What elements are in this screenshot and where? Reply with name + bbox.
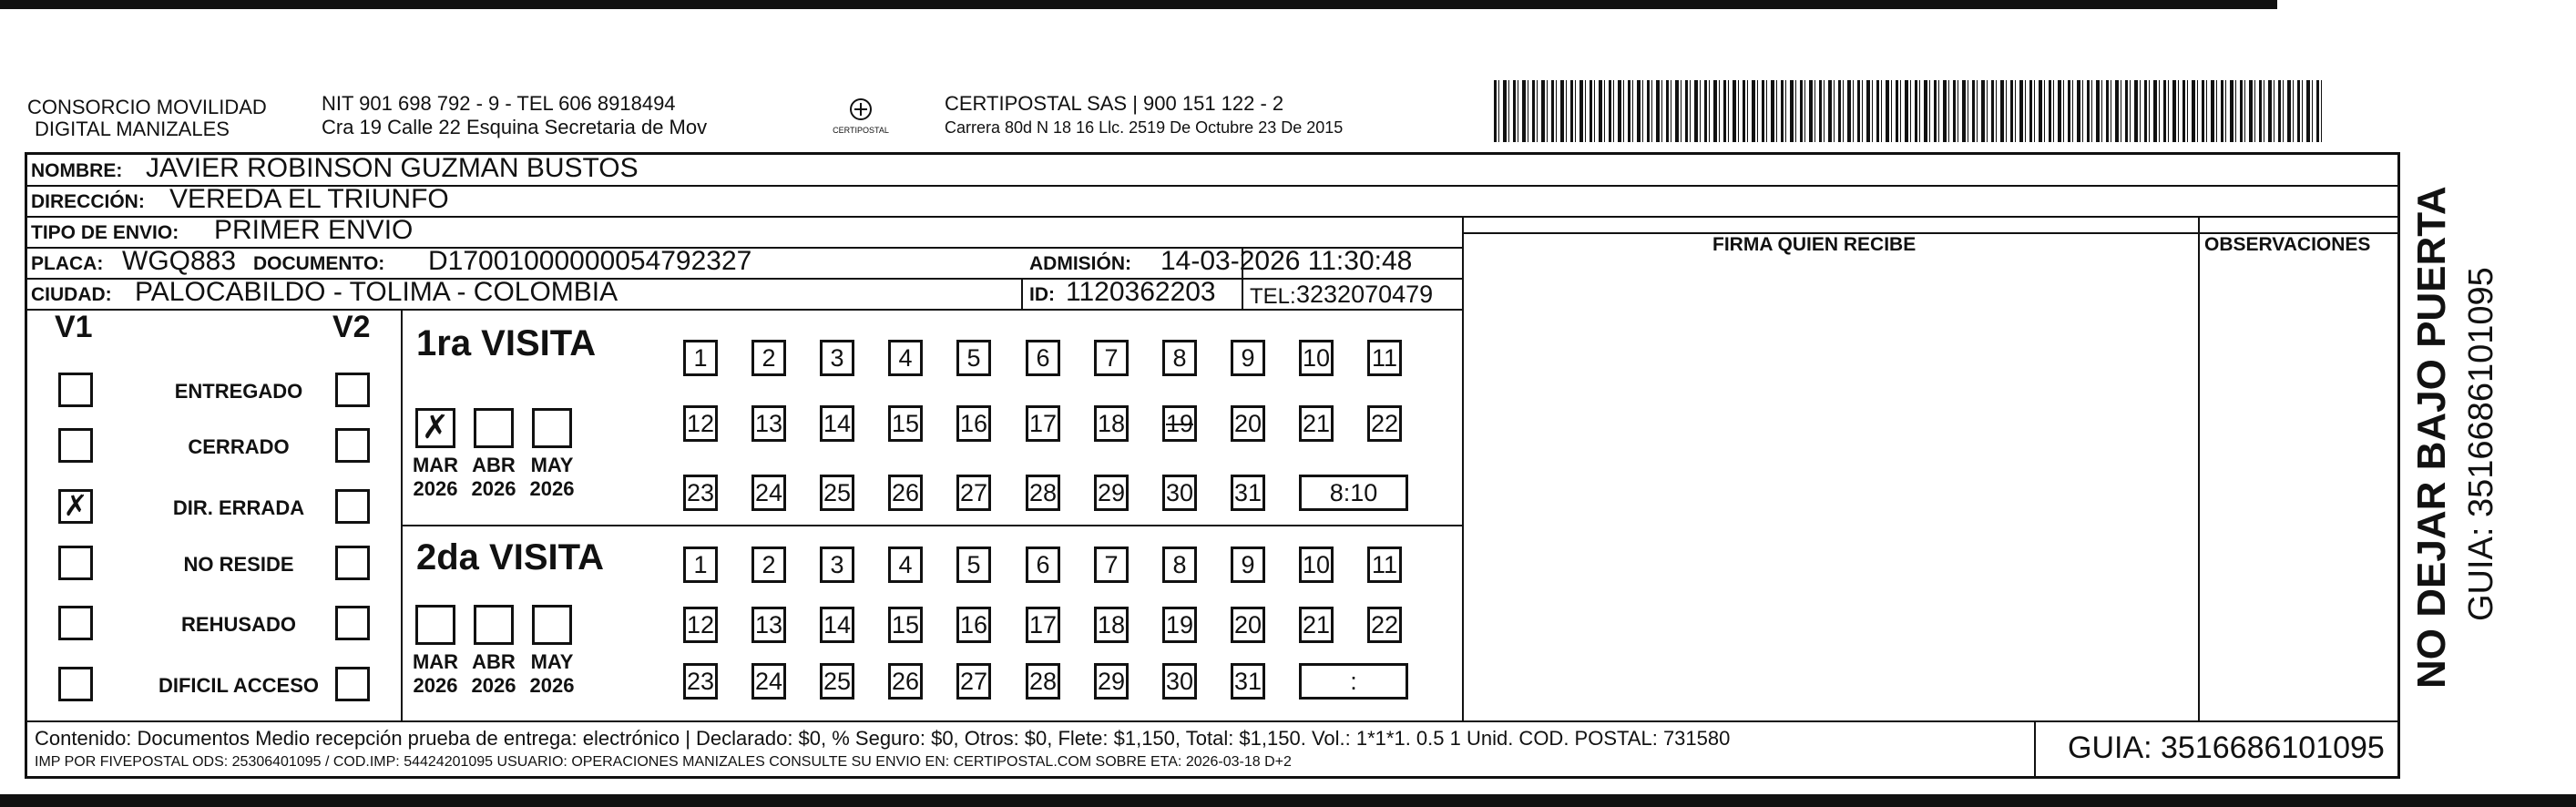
placa-value: WGQ883	[122, 246, 237, 276]
col-divider	[401, 309, 403, 720]
visit1-day-8[interactable]: 8	[1162, 340, 1197, 376]
visit1-day-19[interactable]: 19	[1162, 405, 1197, 442]
ciudad-value: PALOCABILDO - TOLIMA - COLOMBIA	[135, 277, 618, 307]
visit1-day-28[interactable]: 28	[1026, 475, 1060, 511]
visit1-day-5[interactable]: 5	[956, 340, 991, 376]
visit1-day-27[interactable]: 27	[956, 475, 991, 511]
visit2-day-26[interactable]: 26	[888, 663, 923, 700]
visit2-day-29[interactable]: 29	[1094, 663, 1129, 700]
logo-text: CERTIPOSTAL	[833, 126, 889, 135]
visit2-day-21[interactable]: 21	[1299, 607, 1334, 643]
footer-divider	[27, 720, 2397, 722]
address-line: Cra 19 Calle 22 Esquina Secretaria de Mov	[322, 116, 708, 138]
month-year: 2026	[471, 477, 516, 500]
visit2-day-15[interactable]: 15	[888, 607, 923, 643]
v2-checkbox[interactable]	[335, 428, 370, 463]
v1-checkbox[interactable]	[58, 606, 93, 640]
v1-checkbox[interactable]	[58, 667, 93, 701]
visit1-day-26[interactable]: 26	[888, 475, 923, 511]
month-year: 2026	[413, 477, 458, 500]
v2-checkbox[interactable]	[335, 546, 370, 580]
visit2-day-2[interactable]: 2	[751, 547, 786, 583]
visit1-label: 1ra VISITA	[416, 323, 597, 363]
visit1-time-box[interactable]: 8:10	[1299, 475, 1408, 511]
visit2-day-6[interactable]: 6	[1026, 547, 1060, 583]
tipo-envio-value: PRIMER ENVIO	[214, 215, 414, 245]
direccion-value: VEREDA EL TRIUNFO	[169, 184, 449, 214]
tipo-envio-label: TIPO DE ENVIO:	[31, 222, 179, 243]
id-label: ID:	[1029, 284, 1055, 305]
visit1-day-4[interactable]: 4	[888, 340, 923, 376]
contenido-line: Contenido: Documentos Medio recepción prueba de entrega: electrónico | Declarado: $0, % Seguro: $0, Otros: $0, Flete: $1,150, Total: $1,150. Vol.: 1*1*1. 0.5 1 Unid. COD. POSTAL: 731580	[35, 727, 1731, 750]
month-label	[525, 454, 579, 501]
certipostal-line2: Carrera 80d N 18 16 Llc. 2519 De Octubre 23 De 2015	[945, 118, 1344, 137]
visit2-time-box[interactable]: :	[1299, 663, 1408, 700]
visit2-day-10[interactable]: 10	[1299, 547, 1334, 583]
month-checkbox[interactable]	[532, 605, 572, 645]
month-checkbox[interactable]	[532, 408, 572, 448]
placa-label: PLACA:	[31, 253, 104, 274]
month-checkbox[interactable]: ✗	[415, 408, 455, 448]
observaciones-label: OBSERVACIONES	[2204, 234, 2371, 255]
visit2-day-11[interactable]: 11	[1367, 547, 1402, 583]
status-label: REHUSADO	[181, 613, 296, 636]
delivery-form	[25, 152, 2400, 779]
status-label: DIR. ERRADA	[172, 496, 305, 519]
visit1-day-15[interactable]: 15	[888, 405, 923, 442]
v1-checkbox[interactable]	[58, 428, 93, 463]
bottom-border	[0, 794, 2576, 807]
nit-line: NIT 901 698 792 - 9 - TEL 606 8918494	[322, 92, 676, 115]
firma-label: FIRMA QUIEN RECIBE	[1712, 234, 1917, 255]
v1-checkbox[interactable]: ✗	[58, 489, 93, 524]
nombre-label: NOMBRE:	[31, 160, 123, 181]
status-label: CERRADO	[188, 435, 290, 458]
visit2-day-8[interactable]: 8	[1162, 547, 1197, 583]
documento-label: DOCUMENTO:	[253, 253, 385, 274]
company-name-line2: DIGITAL MANIZALES	[35, 117, 230, 140]
visit1-day-9[interactable]: 9	[1231, 340, 1265, 376]
month-year: 2026	[529, 674, 575, 697]
visit-divider	[401, 525, 1462, 526]
visit2-day-30[interactable]: 30	[1162, 663, 1197, 700]
visit2-day-18[interactable]: 18	[1094, 607, 1129, 643]
month-name: MAY	[530, 454, 574, 476]
visit2-day-12[interactable]: 12	[683, 607, 718, 643]
status-label: NO RESIDE	[183, 553, 294, 576]
visit1-day-24[interactable]: 24	[751, 475, 786, 511]
top-border	[0, 0, 2277, 9]
visit2-day-17[interactable]: 17	[1026, 607, 1060, 643]
visit1-day-3[interactable]: 3	[820, 340, 854, 376]
v1-checkbox[interactable]	[58, 373, 93, 407]
month-name: MAR	[412, 650, 459, 673]
visit2-day-1[interactable]: 1	[683, 547, 718, 583]
company-name-line1: CONSORCIO MOVILIDAD	[27, 96, 267, 118]
visit2-day-31[interactable]: 31	[1231, 663, 1265, 700]
visit1-day-7[interactable]: 7	[1094, 340, 1129, 376]
visit1-day-29[interactable]: 29	[1094, 475, 1129, 511]
visit2-day-27[interactable]: 27	[956, 663, 991, 700]
visit1-day-30[interactable]: 30	[1162, 475, 1197, 511]
visit2-day-7[interactable]: 7	[1094, 547, 1129, 583]
visit1-day-14[interactable]: 14	[820, 405, 854, 442]
visit2-day-3[interactable]: 3	[820, 547, 854, 583]
visit2-day-23[interactable]: 23	[683, 663, 718, 700]
visit2-day-28[interactable]: 28	[1026, 663, 1060, 700]
v2-checkbox[interactable]	[335, 373, 370, 407]
col-divider	[2034, 720, 2036, 779]
col-divider	[1242, 278, 1243, 309]
v2-label: V2	[332, 310, 371, 344]
month-checkbox[interactable]	[474, 605, 514, 645]
v2-checkbox[interactable]	[335, 606, 370, 640]
row-divider	[27, 309, 1462, 311]
visit2-day-16[interactable]: 16	[956, 607, 991, 643]
month-checkbox[interactable]	[415, 605, 455, 645]
visit1-day-12[interactable]: 12	[683, 405, 718, 442]
visit2-day-9[interactable]: 9	[1231, 547, 1265, 583]
visit1-day-13[interactable]: 13	[751, 405, 786, 442]
status-label: DIFICIL ACCESO	[158, 674, 319, 697]
certipostal-logo	[829, 89, 893, 144]
visit1-day-22[interactable]: 22	[1367, 405, 1402, 442]
visit2-label: 2da VISITA	[416, 537, 604, 577]
month-label	[408, 650, 463, 698]
visit1-day-25[interactable]: 25	[820, 475, 854, 511]
month-label	[466, 454, 521, 501]
visit1-day-2[interactable]: 2	[751, 340, 786, 376]
certipostal-logo-icon	[829, 89, 893, 144]
id-value: 1120362203	[1066, 277, 1216, 307]
month-label	[408, 454, 463, 501]
col-divider	[1021, 278, 1023, 309]
barcode	[1494, 80, 2323, 142]
observations-area[interactable]	[2200, 248, 2397, 720]
visit1-day-17[interactable]: 17	[1026, 405, 1060, 442]
visit1-day-1[interactable]: 1	[683, 340, 718, 376]
tel-label: TEL:	[1250, 284, 1296, 309]
month-name: ABR	[472, 454, 516, 476]
guia-box: GUIA: 3516686101095	[2068, 730, 2385, 765]
nombre-value: JAVIER ROBINSON GUZMAN BUSTOS	[146, 153, 639, 183]
status-label: ENTREGADO	[174, 380, 303, 403]
month-name: ABR	[472, 650, 516, 673]
v1-label: V1	[55, 310, 93, 344]
side-guia: GUIA: 3516686101095	[2462, 267, 2500, 621]
visit2-day-24[interactable]: 24	[751, 663, 786, 700]
visit1-day-20[interactable]: 20	[1231, 405, 1265, 442]
v1-checkbox[interactable]	[58, 546, 93, 580]
visit2-day-5[interactable]: 5	[956, 547, 991, 583]
visit2-day-4[interactable]: 4	[888, 547, 923, 583]
tel-value: 3232070479	[1296, 281, 1434, 308]
month-year: 2026	[529, 477, 575, 500]
month-name: MAY	[530, 650, 574, 673]
visit1-day-21[interactable]: 21	[1299, 405, 1334, 442]
visit2-day-20[interactable]: 20	[1231, 607, 1265, 643]
month-checkbox[interactable]	[474, 408, 514, 448]
visit2-day-19[interactable]: 19	[1162, 607, 1197, 643]
visit1-day-11[interactable]: 11	[1367, 340, 1402, 376]
admision-value: 14-03-2026 11:30:48	[1160, 246, 1413, 276]
visit2-day-13[interactable]: 13	[751, 607, 786, 643]
visit1-day-16[interactable]: 16	[956, 405, 991, 442]
month-year: 2026	[413, 674, 458, 697]
visit1-day-23[interactable]: 23	[683, 475, 718, 511]
month-label	[466, 650, 521, 698]
month-name: MAR	[412, 454, 459, 476]
ciudad-label: CIUDAD:	[31, 284, 112, 305]
visit1-day-18[interactable]: 18	[1094, 405, 1129, 442]
imp-line: IMP POR FIVEPOSTAL ODS: 25306401095 / COD.IMP: 54424201095 USUARIO: OPERACIONES MANIZALES CONSULTE SU ENVIO EN: CERTIPOSTAL.COM SOBRE ETA: 2026-03-18 D+2	[35, 754, 1292, 770]
v2-checkbox[interactable]	[335, 667, 370, 701]
visit2-day-14[interactable]: 14	[820, 607, 854, 643]
certipostal-line1: CERTIPOSTAL SAS | 900 151 122 - 2	[945, 92, 1284, 115]
visit1-day-10[interactable]: 10	[1299, 340, 1334, 376]
visit2-day-22[interactable]: 22	[1367, 607, 1402, 643]
visit1-day-31[interactable]: 31	[1231, 475, 1265, 511]
direccion-label: DIRECCIÓN:	[31, 191, 145, 212]
documento-value: D17001000000054792327	[428, 246, 752, 276]
v2-checkbox[interactable]	[335, 489, 370, 524]
signature-area[interactable]	[1464, 248, 2196, 720]
month-label	[525, 650, 579, 698]
no-dejar-bajo-puerta: NO DEJAR BAJO PUERTA	[2409, 186, 2454, 689]
visit2-day-25[interactable]: 25	[820, 663, 854, 700]
admision-label: ADMISIÓN:	[1029, 253, 1131, 274]
visit1-day-6[interactable]: 6	[1026, 340, 1060, 376]
month-year: 2026	[471, 674, 516, 697]
